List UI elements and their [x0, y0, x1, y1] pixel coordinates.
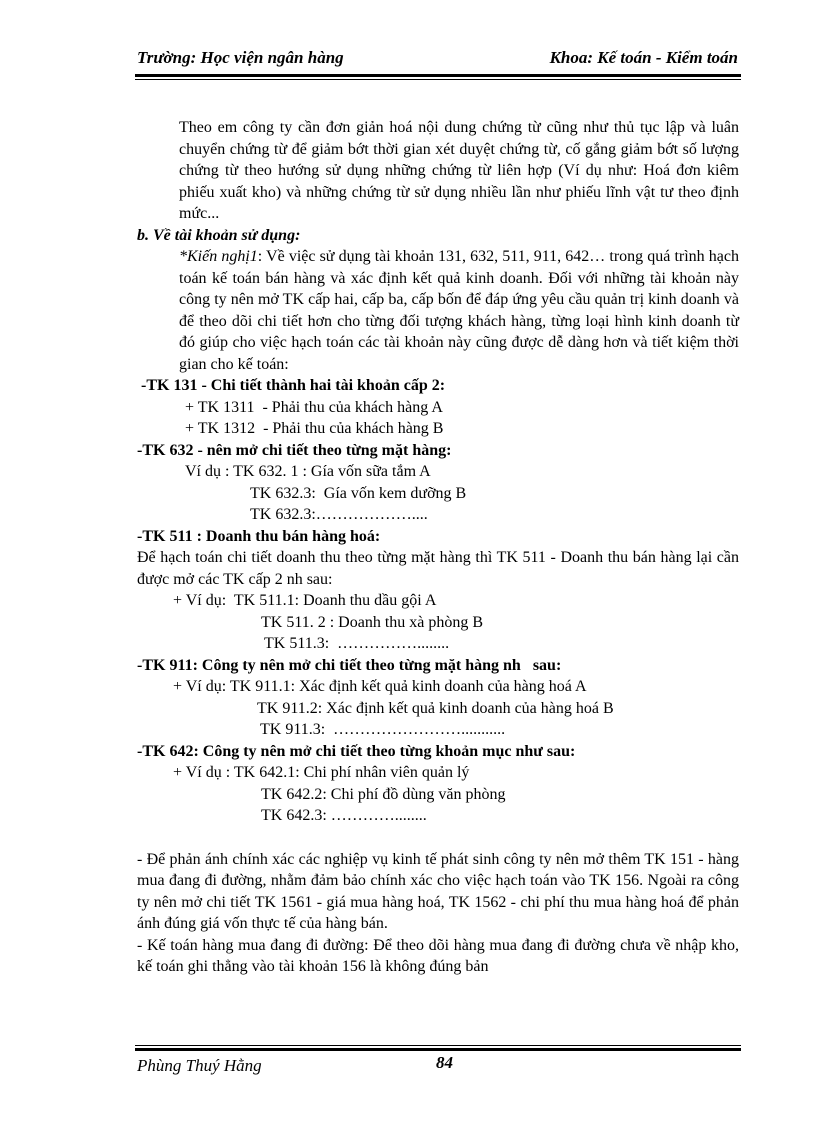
spacer — [137, 827, 739, 849]
tk632-item-1: Ví dụ : TK 632. 1 : Gía vốn sữa tắm A — [185, 463, 431, 480]
tk511-item-1: + Ví dụ: TK 511.1: Doanh thu dầu gội A — [173, 592, 437, 609]
tk911-item-3: TK 911.3: ……………………........... — [260, 721, 506, 738]
tk511-heading: -TK 511 : Doanh thu bán hàng hoá: — [137, 527, 381, 545]
tk911-heading: -TK 911: Công ty nên mở chi tiết theo từng mặt hàng nh sau: — [137, 656, 562, 674]
tk632-item-2: TK 632.3: Gía vốn kem dưỡng B — [250, 484, 467, 502]
header-rule-thick — [135, 74, 741, 77]
tk642-item-1: + Ví dụ : TK 642.1: Chi phí nhân viên quản lý — [173, 764, 470, 781]
section-heading-b: b. Về tài khoản sử dụng: — [137, 226, 301, 244]
tk911-item-1: + Ví dụ: TK 911.1: Xác định kết quả kinh doanh của hàng hoá A — [173, 678, 587, 695]
tk911-item-2: TK 911.2: Xác định kết quả kinh doanh của hàng hoá B — [257, 699, 614, 717]
header-school: Trường: Học viện ngân hàng — [137, 48, 344, 67]
tk131-item-2: + TK 1312 - Phải thu của khách hàng B — [185, 420, 444, 437]
tk131-item-1: + TK 1311 - Phải thu của khách hàng A — [185, 398, 443, 416]
tk642-item-3: TK 642.3: …………........ — [261, 807, 427, 824]
tk511-item-3: TK 511.3: ……………........ — [264, 635, 450, 652]
paragraph-hang-di-duong: - Kế toán hàng mua đang đi đường: Để theo dõi hàng mua đang đi đường chưa về nhập kho, kế toán ghi thẳng vào tài khoản 156 là không đúng bản — [137, 936, 739, 975]
page-number: 84 — [436, 1053, 453, 1072]
paragraph-kien-nghi — [137, 246, 739, 375]
tk632-heading: -TK 632 - nên mở chi tiết theo từng mặt hàng: — [137, 441, 452, 459]
footer-rule-thick — [135, 1048, 741, 1051]
page-body — [137, 117, 739, 978]
paragraph-chung-tu: Theo em công ty cần đơn giản hoá nội dung chứng từ cũng như thủ tục lập và luân chuyển chứng từ để giảm bớt thời gian xét duyệt chứng từ, cố gắng giảm bớt số lượng chứng từ theo hướng sử dụng những chứng từ liên hợp (Ví dụ như: Hoá đơn kiêm phiếu xuất kho) và những chứng từ sử dụng nhiều lần như phiếu lĩnh vật tư theo định mức... — [179, 119, 739, 222]
kien-nghi-text: : Về việc sử dụng tài khoản 131, 632, 511, 911, 642… trong quá trình hạch toán kế toán bán hàng và xác định kết quả kinh doanh. Đối với những tài khoản này công ty nên mở TK cấp hai, cấp ba, cấp bốn để đáp ứng yêu cầu quản trị kinh doanh và để theo dõi chi tiết hơn cho từng đối tượng khách hàng, từng loại hình kinh doanh từ đó giúp cho việc hạch toán các tài khoản này cũng được dễ dàng hơn và tiết kiệm thời gian cho kế toán: — [179, 248, 739, 373]
paragraph-tk151: - Để phản ánh chính xác các nghiệp vụ kinh tế phát sinh công ty nên mở thêm TK 151 - hàng mua đang đi đường, nhằm đảm bảo chính xác cho việc hạch toán vào TK 156. Ngoài ra công ty nên mở chi tiết TK 1561 - giá mua hàng hoá, TK 1562 - chi phí thu mua hàng hoá để phản ánh đúng giá vốn thực tế của hàng bán. — [137, 850, 739, 932]
footer-author: Phùng Thuý Hằng — [137, 1056, 262, 1075]
tk131-heading: -TK 131 - Chi tiết thành hai tài khoản cấp 2: — [137, 377, 446, 394]
header-faculty: Khoa: Kế toán - Kiểm toán — [549, 48, 738, 67]
tk642-item-2: TK 642.2: Chi phí đồ dùng văn phòng — [261, 785, 506, 803]
tk632-item-3: TK 632.3:……………….... — [250, 506, 428, 523]
header-rule-thin — [135, 79, 741, 80]
tk511-item-2: TK 511. 2 : Doanh thu xà phòng B — [261, 613, 484, 631]
kien-nghi-label: *Kiến nghị1 — [179, 248, 258, 265]
tk642-heading: -TK 642: Công ty nên mở chi tiết theo từng khoản mục như sau: — [137, 742, 576, 760]
footer-rule-thin — [135, 1045, 741, 1046]
tk511-paragraph: Để hạch toán chi tiết doanh thu theo từng mặt hàng thì TK 511 - Doanh thu bán hàng lại cần được mở các TK cấp 2 nh sau: — [137, 549, 739, 588]
